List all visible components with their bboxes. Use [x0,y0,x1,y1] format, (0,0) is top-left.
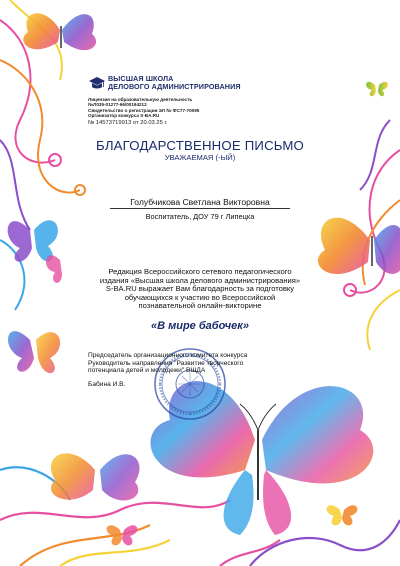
signature-line-3: потенциала детей и молодежи" ВШДА [88,367,206,375]
document-title: БЛАГОДАРСТВЕННОЕ ПИСЬМО [95,138,305,153]
graduation-cap-icon [88,75,106,93]
license-line-1: Лицензия на образовательную деятельность [88,97,193,102]
license-block [88,97,238,119]
signature-block [88,352,318,375]
butterfly-top-right-small [366,82,388,97]
butterfly-bottom-left [51,453,140,500]
butterfly-top-left [23,13,96,50]
logo-line-2: ДЕЛОВОГО АДМИНИСТРИРОВАНИЯ [108,82,241,91]
signature-line-1: Председатель организационного комитета конкурса [88,352,248,359]
body-line-3: S-BA.RU выражает Вам благодарность за подготовку [105,284,295,294]
body-text [80,268,320,311]
body-line-5: познавательной онлайн-викторине [138,301,262,311]
butterfly-left-bottom [8,331,60,373]
butterfly-right [318,218,400,274]
butterfly-left-mid [8,220,62,283]
license-line-4: Организатор конкурса S-BA.RU [88,113,160,119]
logo-text [108,75,241,91]
body-line-1: Редакция Всероссийского сетевого педагогического [108,267,292,276]
contest-name: «В мире бабочек» [150,320,249,332]
name-underline [110,208,290,209]
body-line-4: обучающихся к участию во Всероссийской [124,292,276,302]
license-line-2: №Л035-01277-66/00194212 [88,102,147,108]
registration-number: № 14573719913 от 20.03.25 г. [88,120,168,126]
signatory-name: Бабина И.В. [88,381,126,388]
recipient-name: Голубчикова Светлана Викторовна [130,197,270,207]
recipient-position: Воспитатель, ДОУ 79 г Липецка [145,212,255,221]
body-line-2: издания «Высшая школа делового администрирования» [99,275,301,285]
logo-line-1: ВЫСШАЯ ШКОЛА [108,74,174,83]
salutation: УВАЖАЕМАЯ (-ЫЙ) [164,153,236,162]
license-line-3: Свидетельство о регистрации ЭЛ № ФС77-70095 [88,107,200,113]
signature-line-2: Руководитель направления "Развитие творческого [88,359,244,367]
